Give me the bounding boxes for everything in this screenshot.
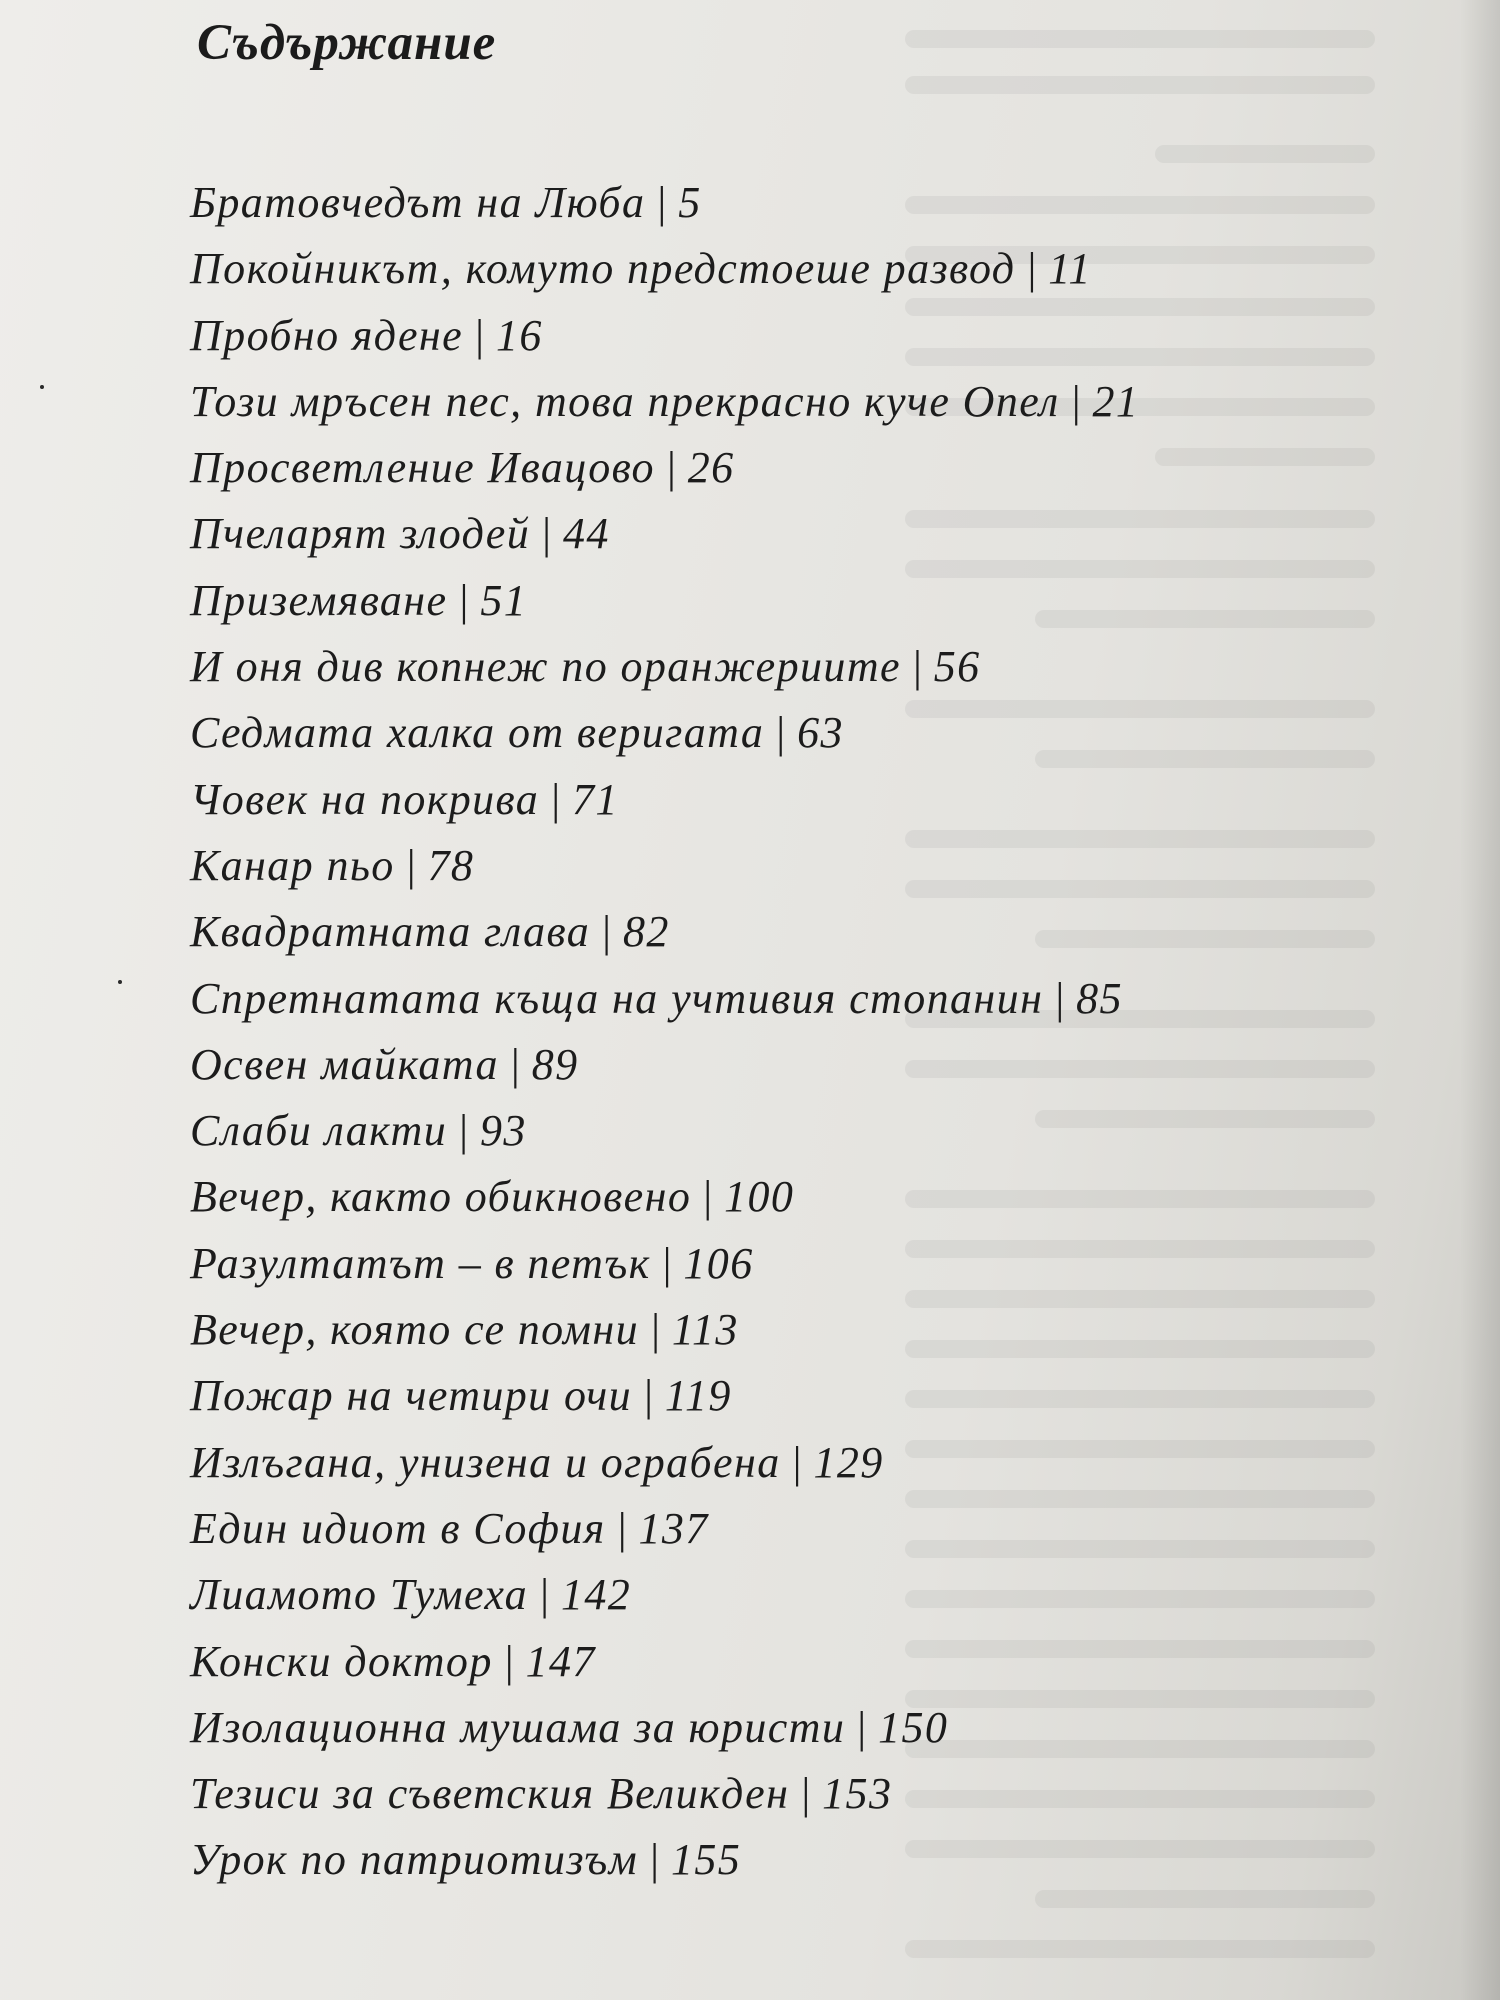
paper-speck [118,980,122,984]
toc-entry-title: Покойникът, комуто предстоеше развод [190,244,1016,294]
toc-separator: | [1052,973,1067,1023]
toc-entry-title: Вечер, която се помни [190,1305,640,1355]
toc-entry-title: Изолационна мушама за юристи [190,1702,846,1752]
toc-separator: | [599,907,614,957]
toc-entry-page: 63 [797,708,844,758]
toc-entry-title: И оня див копнеж по оранжериите [190,642,901,692]
toc-entry [190,1496,1139,1562]
toc-entry-title: Тезиси за съветския Великден [190,1769,790,1819]
toc-entry-title: Човек на покрива [190,774,540,824]
toc-entry-page: 85 [1076,973,1123,1023]
toc-entry-page: 5 [678,178,702,227]
toc-separator: | [508,1039,523,1089]
toc-entry-page: 78 [427,840,475,890]
toc-separator: | [456,1106,471,1156]
toc-entry-page: 129 [813,1437,884,1487]
toc-separator: | [615,1503,629,1553]
toc-entry-title: Канар пьо [190,840,395,890]
toc-entry-page: 21 [1092,376,1140,426]
toc-separator: | [647,1835,662,1885]
toc-entry [190,700,1139,766]
toc-entry-page: 16 [495,310,543,360]
toc-entry-page: 119 [664,1371,732,1421]
toc-entry [190,833,1139,899]
toc-separator: | [502,1636,516,1686]
toc-entry-title: Седмата халка от веригата [190,708,765,758]
toc-entry-title: Квадратната глава [190,907,591,957]
toc-entry [190,1430,1139,1496]
toc-entry [190,435,1139,501]
toc-entry [190,1827,1139,1893]
toc-separator: | [404,840,418,890]
toc-entry [190,236,1139,302]
table-of-contents [190,170,1139,1894]
toc-entry [190,568,1139,634]
toc-entry-page: 11 [1048,244,1092,294]
toc-separator: | [548,774,563,824]
toc-entry-page: 71 [571,774,619,824]
toc-entry-title: Един идиот в София [190,1503,606,1553]
toc-separator: | [660,1238,674,1288]
toc-entry-title: Пчеларят злодей [190,509,531,559]
toc-entry-title: Слаби лакти [190,1106,448,1156]
toc-entry [190,1761,1139,1827]
toc-separator: | [790,1437,804,1487]
toc-entry-title: Приземяване [190,575,448,625]
toc-separator: | [664,443,679,493]
toc-entry-page: 113 [671,1305,739,1355]
toc-separator: | [700,1172,715,1222]
toc-entry-page: 26 [687,443,735,493]
toc-separator: | [655,178,669,227]
toc-entry [190,1164,1139,1230]
toc-entry [190,1231,1139,1297]
toc-entry [190,634,1139,700]
toc-entry [190,303,1139,369]
toc-entry-page: 51 [480,575,528,625]
toc-entry [190,1297,1139,1363]
toc-separator: | [641,1371,656,1421]
toc-entry-title: Пробно ядене [190,310,464,360]
toc-entry [190,767,1139,833]
toc-entry [190,1562,1139,1628]
toc-entry-page: 106 [683,1238,754,1288]
toc-entry-title: Братовчедът на Люба [190,178,646,227]
toc-entry-title: Този мръсен пес, това прекрасно куче Опел [190,376,1060,426]
toc-entry-page: 93 [479,1106,527,1156]
toc-entry-title: Освен майката [190,1039,499,1089]
toc-entry-page: 44 [562,509,610,559]
toc-separator: | [798,1769,813,1819]
toc-entry [190,170,1139,236]
toc-entry [190,966,1139,1032]
toc-entry [190,369,1139,435]
toc-separator: | [1069,376,1083,426]
toc-separator: | [457,575,471,625]
page-title: Съдържание [197,15,497,71]
toc-entry-page: 56 [933,642,981,692]
toc-entry-title: Вечер, както обикновено [190,1172,692,1222]
toc-separator: | [539,509,554,559]
toc-entry-title: Спретнатата къща на учтивия стопанин [190,973,1044,1023]
toc-separator: | [854,1702,869,1752]
toc-separator: | [472,310,487,360]
toc-entry-page: 147 [525,1636,596,1686]
toc-entry [190,501,1139,567]
toc-entry-page: 100 [724,1172,795,1222]
toc-entry-page: 142 [560,1570,632,1620]
toc-entry-title: Конски доктор [190,1636,493,1686]
toc-entry [190,1629,1139,1695]
toc-separator: | [773,708,788,758]
toc-separator: | [537,1570,552,1620]
toc-entry-title: Разултатът – в петък [190,1238,651,1288]
toc-entry [190,1098,1139,1164]
toc-entry-title: Лиамото Тумеха [190,1570,529,1620]
toc-entry [190,899,1139,965]
toc-entry-title: Урок по патриотизъм [190,1835,639,1885]
toc-entry [190,1032,1139,1098]
toc-entry-page: 155 [670,1835,742,1885]
toc-separator: | [910,642,925,692]
toc-entry-title: Излъгана, унизена и ограбена [190,1437,781,1487]
toc-entry-title: Пожар на четири очи [190,1371,633,1421]
toc-entry-page: 82 [622,907,670,957]
toc-entry-page: 89 [531,1039,579,1089]
toc-separator: | [1025,244,1039,294]
toc-entry-title: Просветление Ивацово [190,443,655,493]
toc-entry-page: 137 [638,1503,709,1553]
toc-separator: | [648,1305,663,1355]
toc-entry-page: 153 [822,1769,893,1819]
paper-speck [40,385,44,389]
page-shadow-edge [1460,0,1500,2000]
toc-entry [190,1363,1139,1429]
toc-entry-page: 150 [878,1702,949,1752]
toc-entry [190,1695,1139,1761]
